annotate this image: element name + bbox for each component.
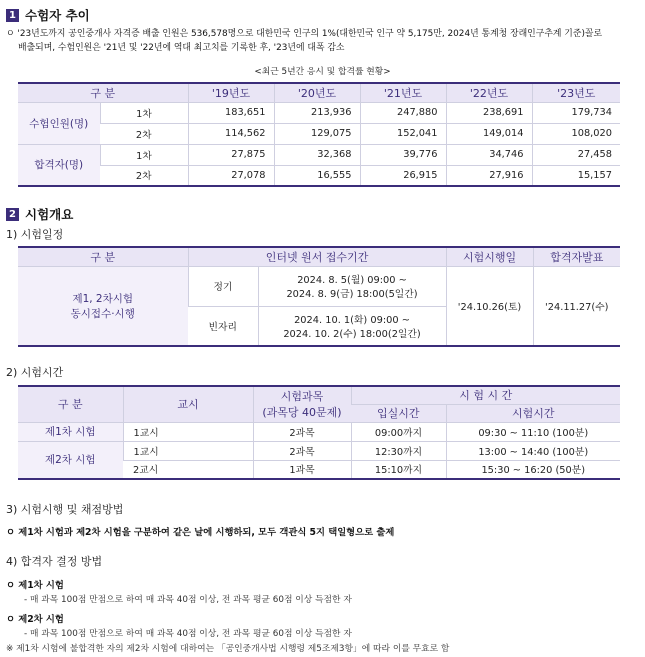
subjects-cell: 1과목	[253, 460, 351, 479]
second-exam-title: ㅇ 제2차 시험	[6, 614, 64, 625]
section-number: 2	[6, 208, 19, 221]
section-2-heading	[6, 205, 73, 223]
entry-cell: 12:30까지	[351, 441, 446, 460]
round-label: 1차	[100, 144, 188, 165]
value-cell: 213,936	[274, 102, 360, 123]
header-year: '22년도	[446, 83, 532, 102]
header-year: '20년도	[274, 83, 360, 102]
table-row	[18, 165, 620, 186]
header-exam-time-group: 시 험 시 간	[351, 386, 620, 404]
group-label: 수험인원(명)	[18, 102, 100, 144]
value-cell: 152,041	[360, 123, 446, 144]
header-period: 교시	[123, 386, 253, 422]
entry-cell: 15:10까지	[351, 460, 446, 479]
value-cell: 247,880	[360, 102, 446, 123]
exam-time-cell: 13:00 ~ 14:40 (100분)	[446, 441, 620, 460]
subheading-pass-criteria: 4) 합격자 결정 방법	[6, 555, 103, 568]
header-year: '21년도	[360, 83, 446, 102]
trend-bullet-line-2: 배출되며, 수험인원은 '21년 및 '22년에 역대 최고치를 기록한 후, '23년에 대폭 감소	[18, 43, 345, 53]
first-exam-desc: - 매 과목 100점 만점으로 하여 매 과목 40점 이상, 전 과목 평균 60점 이상 득점한 자	[24, 595, 352, 605]
section-1-heading	[6, 6, 90, 24]
vacancy-period-line-2: 2024. 10. 2(수) 18:00(2일간)	[283, 328, 421, 340]
first-exam-title: ㅇ 제1차 시험	[6, 580, 64, 591]
period-cell: 1교시	[123, 441, 253, 460]
table-row	[18, 144, 620, 165]
subheading-times: 2) 시험시간	[6, 366, 64, 379]
value-cell: 108,020	[532, 123, 620, 144]
section-number: 1	[6, 9, 19, 22]
schedule-row-head	[18, 266, 188, 346]
exam-date: '24.10.26(토)	[446, 266, 533, 346]
value-cell: 27,875	[188, 144, 274, 165]
value-cell: 32,368	[274, 144, 360, 165]
regular-period-line-1: 2024. 8. 5(월) 09:00 ~	[297, 275, 407, 286]
value-cell: 26,915	[360, 165, 446, 186]
round-label: 2차	[100, 123, 188, 144]
vacancy-label: 빈자리	[188, 306, 258, 346]
value-cell: 15,157	[532, 165, 620, 186]
header-subject-line-2: (과목당 40문제)	[262, 406, 342, 420]
value-cell: 27,916	[446, 165, 532, 186]
table-row	[18, 441, 620, 460]
header-year: '23년도	[532, 83, 620, 102]
subjects-cell: 2과목	[253, 441, 351, 460]
regular-period-line-2: 2024. 8. 9(금) 18:00(5일간)	[286, 289, 418, 300]
table-row	[18, 123, 620, 144]
exam-time-cell: 09:30 ~ 11:10 (100분)	[446, 422, 620, 441]
vacancy-period	[258, 306, 446, 346]
times-table	[18, 385, 620, 480]
header-exam-date: 시험시행일	[446, 247, 533, 266]
subheading-method: 3) 시험시행 및 채점방법	[6, 503, 124, 516]
exam-time-cell: 15:30 ~ 16:20 (50분)	[446, 460, 620, 479]
value-cell: 39,776	[360, 144, 446, 165]
header-subject-line-1: 시험과목	[280, 390, 324, 404]
value-cell: 149,014	[446, 123, 532, 144]
schedule-row-head-line-2: 동시접수·시행	[70, 307, 135, 320]
vacancy-period-line-1: 2024. 10. 1(화) 09:00 ~	[294, 314, 410, 326]
group-label: 제2차 시험	[18, 441, 123, 479]
schedule-row-head-line-1: 제1, 2차시험	[72, 292, 134, 305]
period-cell: 2교시	[123, 460, 253, 479]
value-cell: 34,746	[446, 144, 532, 165]
period-cell: 1교시	[123, 422, 253, 441]
table-caption: <최근 5년간 응시 및 합격률 현황>	[254, 67, 391, 77]
schedule-table	[18, 246, 620, 347]
regular-period	[258, 266, 446, 306]
value-cell: 129,075	[274, 123, 360, 144]
round-label: 1차	[100, 102, 188, 123]
trend-bullet-line-1: ㅇ '23년도까지 공인중개사 자격증 배출 인원은 536,578명으로 대한민국 인구의 1%(대한민국 인구 약 5,175만, 2024년 통계청 장래인구추계 기준)꼴로	[6, 29, 603, 39]
value-cell: 27,078	[188, 165, 274, 186]
table-row	[18, 266, 620, 306]
header-gubun: 구 분	[18, 386, 123, 422]
value-cell: 183,651	[188, 102, 274, 123]
second-exam-desc: - 매 과목 100점 만점으로 하여 매 과목 40점 이상, 전 과목 평균 60점 이상 득점한 자	[24, 629, 352, 639]
entry-cell: 09:00까지	[351, 422, 446, 441]
value-cell: 238,691	[446, 102, 532, 123]
header-gubun: 구 분	[18, 83, 188, 102]
value-cell: 27,458	[532, 144, 620, 165]
round-label: 2차	[100, 165, 188, 186]
value-cell: 114,562	[188, 123, 274, 144]
value-cell: 16,555	[274, 165, 360, 186]
header-subject	[253, 386, 351, 422]
group-label: 합격자(명)	[18, 144, 100, 186]
header-apply-period: 인터넷 원서 접수기간	[188, 247, 446, 266]
header-entry-time: 입실시간	[351, 404, 446, 422]
header-year: '19년도	[188, 83, 274, 102]
method-bullet: ㅇ 제1차 시험과 제2차 시험을 구분하여 같은 날에 시행하되, 모두 객관식 5지 택일형으로 출제	[6, 527, 395, 538]
section-title: 수험자 추이	[25, 8, 90, 23]
table-row	[18, 422, 620, 441]
trend-bullet	[6, 27, 635, 55]
footnote: ※ 제1차 시험에 불합격한 자의 제2차 시험에 대하여는 「공인중개사법 시행령 제5조제3항」에 따라 이를 무효로 함	[6, 644, 450, 654]
subheading-schedule: 1) 시험일정	[6, 228, 64, 241]
section-title: 시험개요	[25, 207, 74, 222]
value-cell: 179,734	[532, 102, 620, 123]
header-exam-time: 시험시간	[446, 404, 620, 422]
header-result-date: 합격자발표	[533, 247, 620, 266]
applicants-table	[18, 82, 620, 187]
result-date: '24.11.27(수)	[533, 266, 620, 346]
group-label: 제1차 시험	[18, 422, 123, 441]
table-row	[18, 102, 620, 123]
regular-label: 정기	[188, 266, 258, 306]
header-gubun: 구 분	[18, 247, 188, 266]
subjects-cell: 2과목	[253, 422, 351, 441]
